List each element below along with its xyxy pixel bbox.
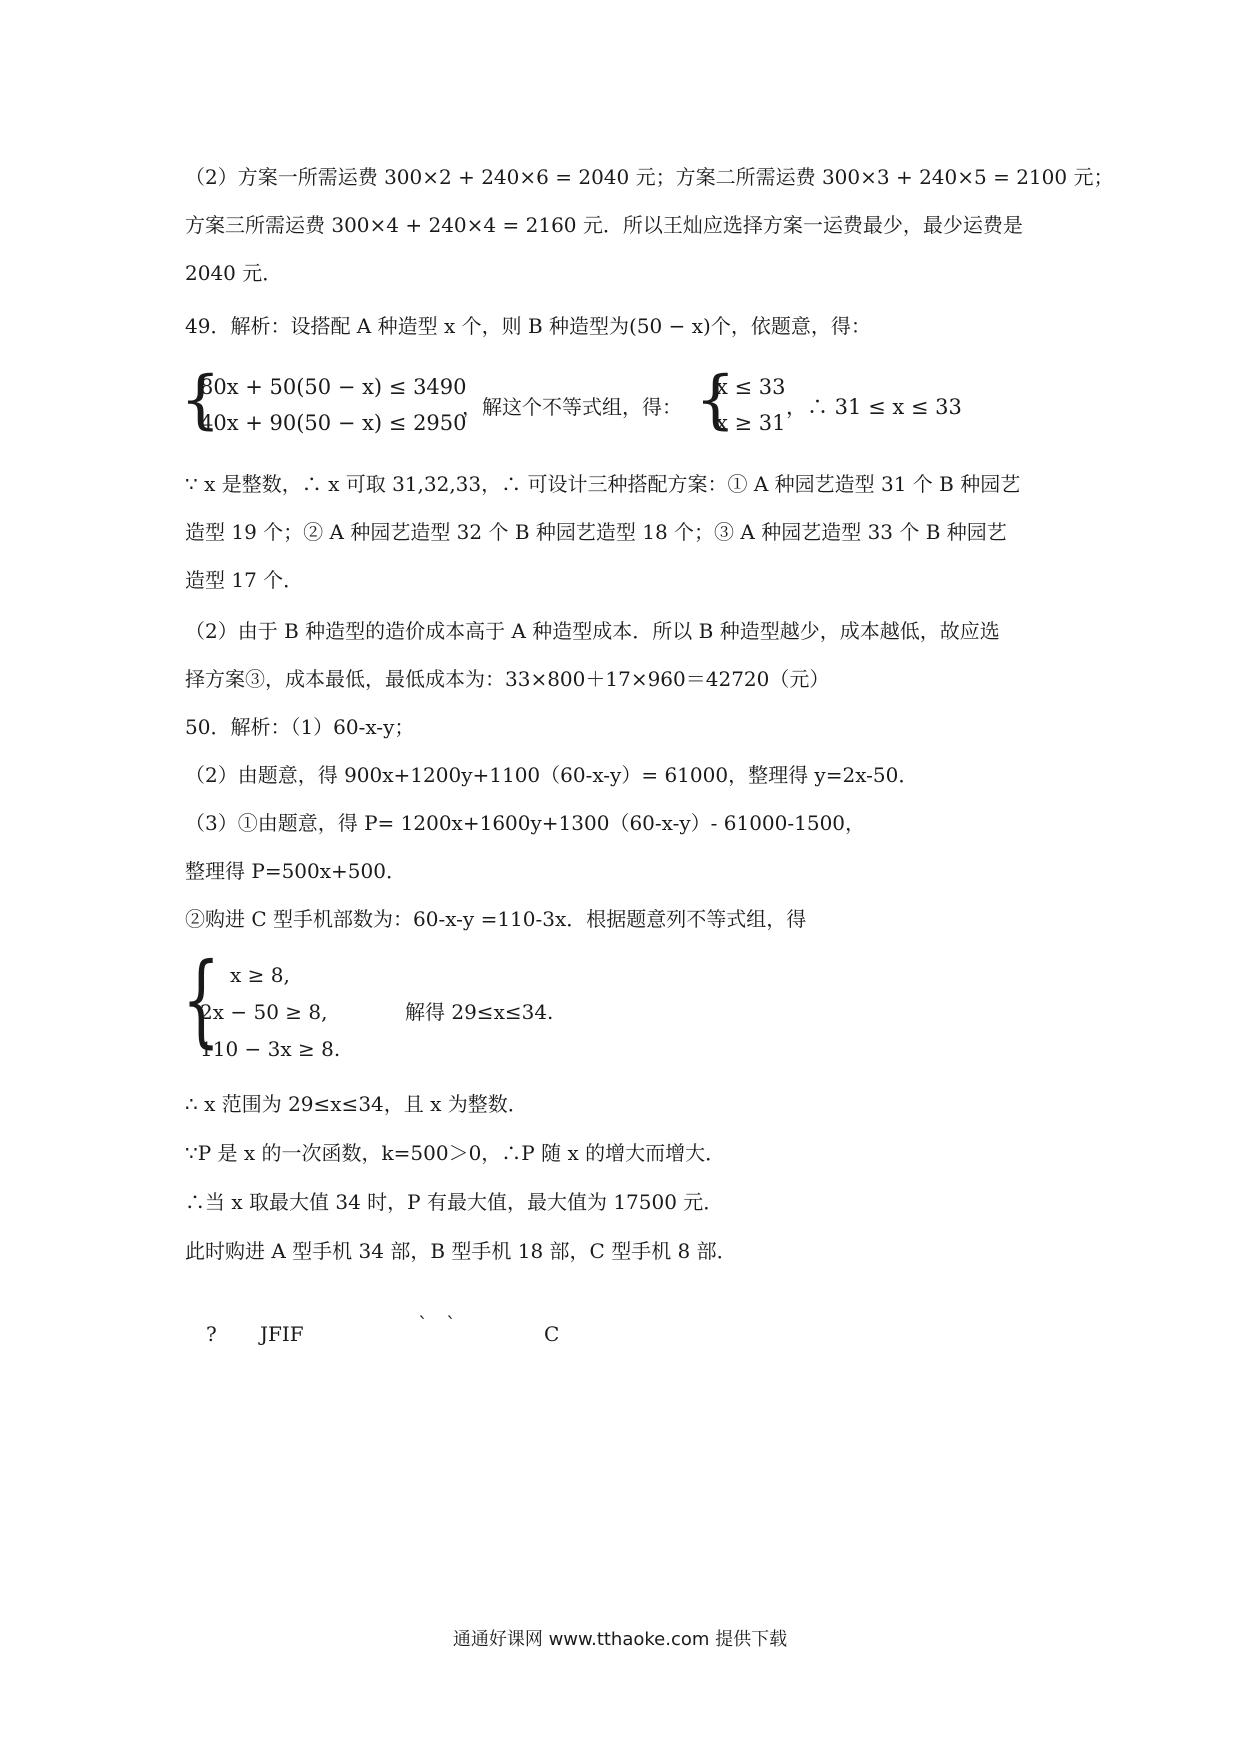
text-line-11: （2）由题意，得 900x+1200y+1100（60-x-y）= 61000，整理得 y=2x-50．: [185, 763, 919, 787]
text-line-7: 造型 17 个．: [185, 568, 304, 592]
system1-tail: ，∴ 31 ≤ x ≤ 33: [786, 395, 962, 419]
text-line-1: （2）方案一所需运费 300×2 + 240×6 = 2040 元；方案二所需运费 300×3 + 240×5 = 2100 元；: [185, 165, 1114, 189]
text-line-12: （3）①由题意，得 P= 1200x+1600y+1300（60-x-y）- 61000-1500，: [185, 811, 866, 835]
text-line-8: （2）由于 B 种造型的造价成本高于 A 种造型成本．所以 B 种造型越少，成本越低，故应选: [185, 619, 1000, 643]
artifact-text: JFIF: [260, 1322, 304, 1346]
page-footer: 通通好课网 www.tthaoke.com 提供下载: [452, 1629, 788, 1650]
system1-sol2: x ≥ 31: [716, 411, 786, 435]
text-line-4: 49．解析：设搭配 A 种造型 x 个，则 B 种造型为(50 − x)个，依题意，得：: [185, 314, 871, 338]
system2-row1: x ≥ 8,: [230, 963, 290, 987]
left-brace: {: [695, 363, 736, 437]
text-line-9: 择方案③，成本最低，最低成本为：33×800＋17×960＝42720（元）: [185, 667, 830, 691]
text-line-6: 造型 19 个；② A 种园艺造型 32 个 B 种园艺造型 18 个；③ A 种园艺造型 33 个 B 种园艺: [185, 520, 1007, 544]
text-line-2: 方案三所需运费 300×4 + 240×4 = 2160 元．所以王灿应选择方案一运费最少，最少运费是: [185, 213, 1023, 237]
text-line-5: ∵ x 是整数，∴ x 可取 31,32,33，∴ 可设计三种搭配方案：① A 种园艺造型 31 个 B 种园艺: [185, 472, 1021, 496]
text-line-14: ②购进 C 型手机部数为：60-x-y =110-3x．根据题意列不等式组，得: [185, 907, 807, 931]
left-brace: {: [180, 363, 221, 437]
artifact-text: ?: [206, 1322, 217, 1346]
artifact-text: C: [544, 1322, 560, 1346]
system2-row2: 2x − 50 ≥ 8,: [200, 1000, 328, 1024]
system1-row1: 80x + 50(50 − x) ≤ 3490: [200, 375, 467, 399]
artifact-text: `: [446, 1312, 456, 1336]
text-line-16: ∵P 是 x 的一次函数，k=500＞0，∴P 随 x 的增大而增大．: [185, 1141, 726, 1165]
system1-mid: ，解这个不等式组，得：: [462, 395, 682, 419]
system2-solve: 解得 29≤x≤34.: [405, 1000, 554, 1024]
text-line-15: ∴ x 范围为 29≤x≤34，且 x 为整数．: [185, 1092, 528, 1116]
text-line-10: 50．解析：（1）60-x-y；: [185, 715, 415, 739]
system1-sol1: x ≤ 33: [716, 375, 786, 399]
text-line-17: ∴当 x 取最大值 34 时，P 有最大值，最大值为 17500 元．: [185, 1190, 724, 1214]
system2-row3: 110 − 3x ≥ 8.: [200, 1037, 341, 1061]
text-line-18: 此时购进 A 型手机 34 部，B 型手机 18 部，C 型手机 8 部．: [185, 1239, 737, 1263]
text-line-3: 2040 元．: [185, 261, 283, 285]
system1-row2: 40x + 90(50 − x) ≤ 2950: [200, 411, 467, 435]
artifact-text: `: [418, 1312, 428, 1336]
text-line-13: 整理得 P=500x+500．: [185, 859, 406, 883]
left-brace: {: [182, 941, 221, 1058]
